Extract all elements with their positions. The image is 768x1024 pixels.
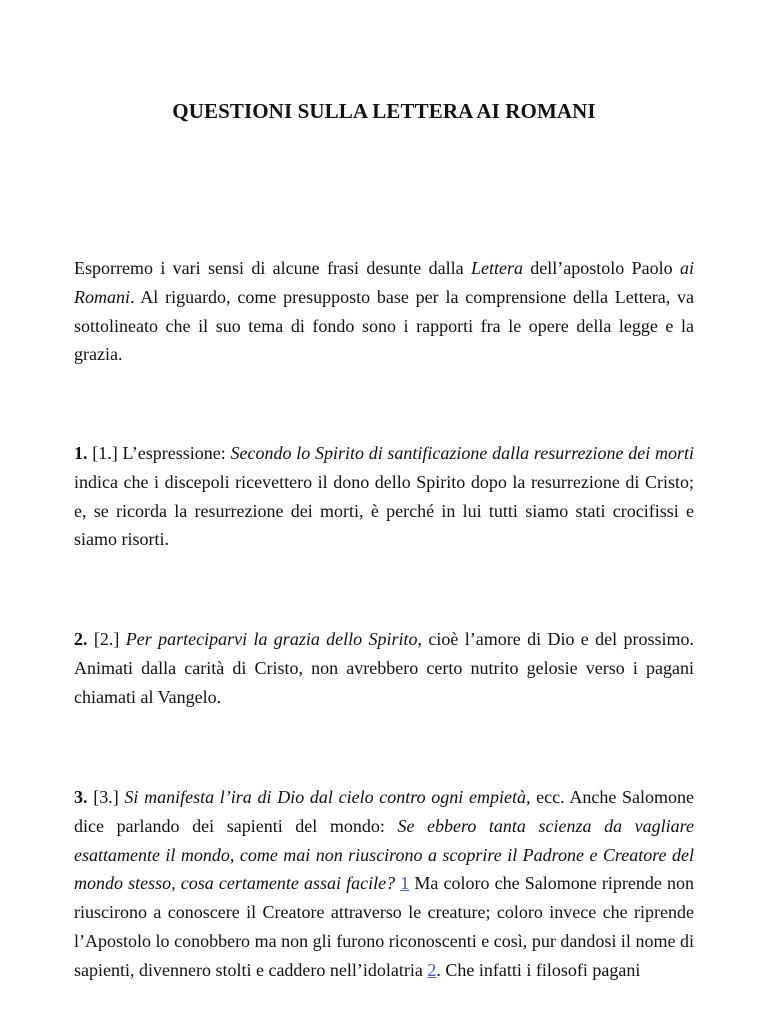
intro-text-2: dell’apostolo Paolo <box>522 258 680 278</box>
intro-paragraph <box>74 254 694 369</box>
intro-text-1: Esporremo i vari sensi di alcune frasi desunte dalla <box>74 258 471 278</box>
section-2-paragraph <box>74 625 694 711</box>
section-1-quote: Secondo lo Spirito di santificazione dalla resurrezione dei morti <box>230 443 694 463</box>
section-3-text-1: ecc. Anche Salomone dice parlando dei sapienti del mondo: <box>74 787 695 836</box>
section-2-number: 2. <box>74 629 88 649</box>
section-3-quote-2: Se ebbero tanta scienza da vagliare esattamente il mondo, come mai non riuscirono a scoprire il Padrone e Creatore del mondo stesso, cosa certamente assai facile? <box>74 815 694 894</box>
section-2-quote: Per parteciparvi la grazia dello Spirito <box>125 629 418 649</box>
section-1-ref: [1.] <box>92 443 118 463</box>
section-2-ref: [2.] <box>93 629 120 649</box>
section-1-text-1: L’espressione: <box>117 443 231 463</box>
section-1-text-2: indica che i discepoli ricevettero il dono dello Spirito dopo la resurrezione di Cristo; e, se ricorda la resurrezione dei morti, è perché in lui tutti siamo stati crocifissi e siamo risorti. <box>74 471 694 550</box>
footnote-link-2[interactable]: 2 <box>427 959 437 980</box>
footnote-link-1[interactable]: 1 <box>400 873 410 894</box>
section-2-text-1: , cioè l’amore di Dio e del prossimo. Animati dalla carità di Cristo, non avrebbero certo nutrito gelosie verso i pagani chiamati al Vangelo. <box>74 629 695 707</box>
section-3-quote-1: Si manifesta l’ira di Dio dal cielo contro ogni empietà, <box>124 787 531 807</box>
intro-italic-lettera: Lettera <box>470 258 523 278</box>
page-title: QUESTIONI SULLA LETTERA AI ROMANI <box>172 99 596 123</box>
section-3-number: 3. <box>74 787 88 807</box>
section-1-paragraph <box>74 439 694 554</box>
section-3-paragraph <box>74 783 694 985</box>
section-3-text-2: Ma coloro che Salomone riprende non riuscirono a conoscere il Creatore attraverso le creature; coloro invece che riprende l’Apostolo lo conobbero ma non gli furono riconoscenti e così, pur dandosi il nome di sapienti, divennero stolti e caddero nell’idolatria <box>74 873 695 980</box>
section-1-number: 1. <box>74 443 88 463</box>
intro-italic-ai-romani: ai Romani <box>74 258 694 307</box>
section-3-ref: [3.] <box>93 787 119 807</box>
intro-text-3: . Al riguardo, come presupposto base per la comprensione della Lettera, va sottolineato che il suo tema di fondo sono i rapporti fra le opere della legge e la grazia. <box>74 286 694 365</box>
section-3-text-3: . Che infatti i filosofi pagani <box>436 959 641 980</box>
